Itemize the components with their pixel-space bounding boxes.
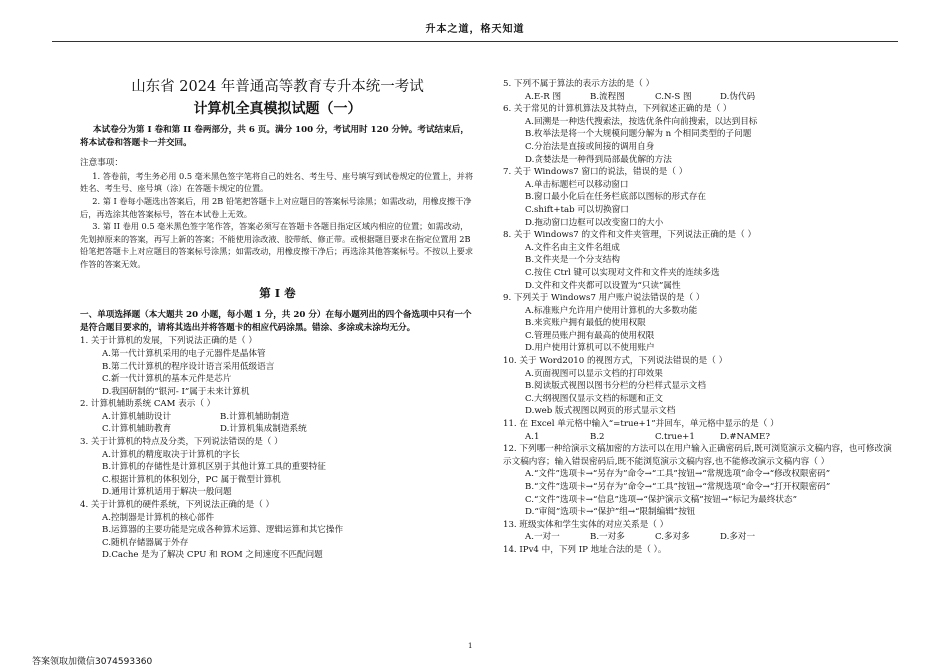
answer-option: A.单击标题栏可以移动窗口 <box>525 179 629 190</box>
question-stem: 3. 关于计算机的特点及分类，下列说法错误的是（ ） <box>80 437 283 448</box>
answer-option: C.分治法是直接或间接的调用自身 <box>525 141 655 152</box>
question-item <box>503 418 898 443</box>
note-item: 3. 第 II 卷用 0.5 毫米黑色签字笔作答，答案必须写在答题卡各题目指定区域内相应的位置；如需改动，先划掉原来的答案，再写上新的答案；不能使用涂改液、胶带纸、修正带。或根据题目要求在指定位置用 2B 铅笔把答题卡上对应题目的答案标号涂黑；如需改动，用橡皮擦干净后；再选涂其他答案标号。不按以上要求作答的答案无效。 <box>80 221 474 269</box>
answer-option: D.文件和文件夹都可以设置为“只读”属性 <box>525 280 681 291</box>
answer-option: D.web 版式视图以网页的形式显示文档 <box>525 406 676 417</box>
question-stem: 7. 关于 Windows7 窗口的说法，错误的是（ ） <box>503 167 688 178</box>
notes-title: 注意事项： <box>80 158 123 169</box>
answer-option: B.“文件”选项卡→“另存为”命令→“工具”按钮→“常规选项“命令→“打开权限密码” <box>525 482 831 492</box>
question-item <box>503 166 898 229</box>
answer-option: D.#NAME? <box>720 431 770 442</box>
answer-option: C.按住 Ctrl 键可以实现对文件和文件夹的连续多选 <box>525 267 720 278</box>
answer-option: B.一对多 <box>590 532 625 543</box>
answer-option: A.计算机的精度取决于计算机的字长 <box>102 449 240 460</box>
question-item <box>80 398 475 436</box>
left-column <box>80 78 475 562</box>
right-column <box>503 78 898 557</box>
question-item <box>80 436 475 499</box>
question-stem: 14. IPv4 中，下列 IP 地址合法的是（ ）。 <box>503 544 667 555</box>
answer-option: B.文件夹是一个分支结构 <box>525 255 620 266</box>
left-question-list <box>80 335 475 562</box>
page-number: 1 <box>468 642 473 650</box>
answer-option: D.计算机集成制造系统 <box>220 424 307 435</box>
question-stem: 11. 在 Excel 单元格中输入“=true+1”并回车，单元格中显示的是（ ） <box>503 419 779 430</box>
answer-option: C.大纲视图仅显示文档的标题和正文 <box>525 393 663 404</box>
header-divider <box>52 41 898 42</box>
section-title: 第 I 卷 <box>259 285 296 300</box>
answer-option: C.N-S 图 <box>655 91 692 102</box>
answer-option: B.枚举法是将一个大规模问题分解为 n 个相同类型的子问题 <box>525 129 752 140</box>
answer-option: B.计算机的存储性是计算机区别于其他计算工具的重要特征 <box>102 462 326 473</box>
answer-option: A.页面视图可以显示文档的打印效果 <box>525 368 663 379</box>
answer-option: C.根据计算机的体积划分，PC 属于微型计算机 <box>102 474 281 485</box>
answer-option: B.2 <box>590 431 605 442</box>
answer-option: B.流程图 <box>590 91 625 102</box>
right-question-list <box>503 78 898 557</box>
answer-option: C.shift+tab 可以切换窗口 <box>525 204 629 215</box>
answer-option: A.第一代计算机采用的电子元器件是晶体管 <box>102 348 266 359</box>
question-item <box>80 499 475 562</box>
answer-option: C.计算机辅助教育 <box>102 424 172 435</box>
question-item <box>503 443 898 519</box>
question-stem: 4. 关于计算机的硬件系统，下列说法正确的是（ ） <box>80 500 275 511</box>
question-stem: 13. 班级实体和学生实体的对应关系是（ ） <box>503 519 669 530</box>
question-stem: 5. 下列不属于算法的表示方法的是（ ） <box>503 79 655 89</box>
answer-option-row <box>80 411 475 424</box>
question-stem: 2. 计算机辅助系统 CAM 表示（ ） <box>80 399 216 410</box>
question-item <box>503 519 898 544</box>
answer-option: B.运算器的主要功能是完成各种算术运算、逻辑运算和其它操作 <box>102 525 344 536</box>
answer-option-row <box>80 423 475 436</box>
question-stem: 10. 关于 Word2010 的视图方式，下列说法错误的是（ ） <box>503 356 728 367</box>
answer-option: D.我国研制的“银河- Ⅰ”属于未来计算机 <box>102 386 250 397</box>
question-item <box>503 292 898 355</box>
intro-text: 本试卷分为第 I 卷和第 II 卷两部分，共 6 页。满分 100 分，考试用时 120 分钟。考试结束后，将本试卷和答题卡一并交回。 <box>80 125 469 148</box>
answer-option: A.E-R 图 <box>525 91 562 102</box>
answer-option: A.“文件”选项卡→“另存为”命令→“工具”按钮→“常规选项”命令→“修改权限密码” <box>525 469 831 480</box>
question-stem: 12. 下列哪一种给演示文稿加密的方法可以在用户输入正确密码后,既可浏览演示文稿内容，也可修改演示文稿内容；输入错误密码后,既不能浏览演示文稿内容,也不能修改演示文稿内容（ ） <box>503 444 892 467</box>
answer-option: B.阅读版式视图以图书分栏的分栏样式显示文档 <box>525 381 706 392</box>
answer-option: D.用户使用计算机可以不使用账户 <box>525 343 655 354</box>
note-item: 1. 答卷前，考生务必用 0.5 毫米黑色签字笔将自己的姓名、考生号、座号填写到试卷规定的位置上，并将姓名、考生号、座号填（涂）在答题卡规定的位置。 <box>80 170 474 194</box>
answer-option: C.多对多 <box>655 532 690 543</box>
part-heading: 一、单项选择题（本大题共 20 小题，每小题 1 分，共 20 分）在每小题列出的四个备选项中只有一个是符合题目要求的，请将其选出并将答题卡的相应代码涂黑。错涂、多涂或未涂均无分。 <box>80 310 472 333</box>
note-item: 2. 第 I 卷每小题选出答案后，用 2B 铅笔把答题卡上对应题目的答案标号涂黑；如需改动，用橡皮擦干净后，再选涂其他答案标号，答在本试卷上无效。 <box>80 195 472 219</box>
header-motto: 升本之道，格天知道 <box>425 24 525 35</box>
answer-option: C.管理员账户拥有最高的使用权限 <box>525 330 655 341</box>
answer-option: C.“文件”选项卡→“信息”选项→“保护演示文稿”按钮→“标记为最终状态” <box>525 494 798 505</box>
answer-option: D.“审阅”选项卡→“保护”组→“限制编辑”按钮 <box>525 507 696 518</box>
answer-option-row <box>503 531 898 544</box>
answer-option: A.回溯是一种迭代搜索法，按选优条件向前搜索，以达到目标 <box>525 116 758 127</box>
question-item <box>503 544 898 557</box>
question-item <box>503 355 898 418</box>
answer-option: B.计算机辅助制造 <box>220 411 290 422</box>
answer-option: B.窗口最小化后在任务栏底部以图标的形式存在 <box>525 192 706 203</box>
answer-option: D.多对一 <box>720 532 756 543</box>
footer-wechat-note: 答案领取加微信3074593360 <box>32 657 153 667</box>
answer-option: A.1 <box>525 431 540 442</box>
answer-option-row <box>503 431 898 444</box>
answer-option: D.拖动窗口边框可以改变窗口的大小 <box>525 217 664 228</box>
paper-title: 计算机全真模拟试题（一） <box>193 101 362 117</box>
answer-option: D.伪代码 <box>720 91 756 102</box>
answer-option: D.Cache 是为了解决 CPU 和 ROM 之间速度不匹配问题 <box>102 550 323 561</box>
answer-option: C.true+1 <box>655 431 695 442</box>
question-item <box>503 229 898 292</box>
answer-option: B.来宾账户拥有最低的使用权限 <box>525 318 646 329</box>
answer-option: A.计算机辅助设计 <box>102 411 172 422</box>
answer-option: D.贪婪法是一种得到局部最优解的方法 <box>525 154 672 165</box>
answer-option-row <box>503 91 898 104</box>
answer-option: A.文件名由主文件名组成 <box>525 242 620 253</box>
answer-option: B.第二代计算机的程序设计语言采用低级语言 <box>102 361 275 372</box>
answer-option: C.随机存储器属于外存 <box>102 537 189 548</box>
answer-option: D.通用计算机适用于解决一般问题 <box>102 487 232 498</box>
question-stem: 1. 关于计算机的发展，下列说法正确的是（ ） <box>80 336 257 347</box>
question-stem: 8. 关于 Windows7 的文件和文件夹管理，下列说法正确的是（ ） <box>503 230 757 241</box>
answer-option: A.控制器是计算机的核心部件 <box>102 512 215 523</box>
answer-option: A.标准账户允许用户使用计算机的大多数功能 <box>525 305 698 316</box>
answer-option: C.新一代计算机的基本元件是芯片 <box>102 374 232 385</box>
question-stem: 9. 下列关于 Windows7 用户账户说法错误的是（ ） <box>503 293 705 304</box>
exam-title: 山东省 2024 年普通高等教育专升本统一考试 <box>131 79 424 95</box>
question-stem: 6. 关于常见的计算机算法及其特点，下列叙述正确的是（ ） <box>503 104 732 115</box>
question-item <box>80 335 475 398</box>
answer-option: A.一对一 <box>525 532 560 543</box>
question-item <box>503 78 898 103</box>
question-item <box>503 103 898 166</box>
